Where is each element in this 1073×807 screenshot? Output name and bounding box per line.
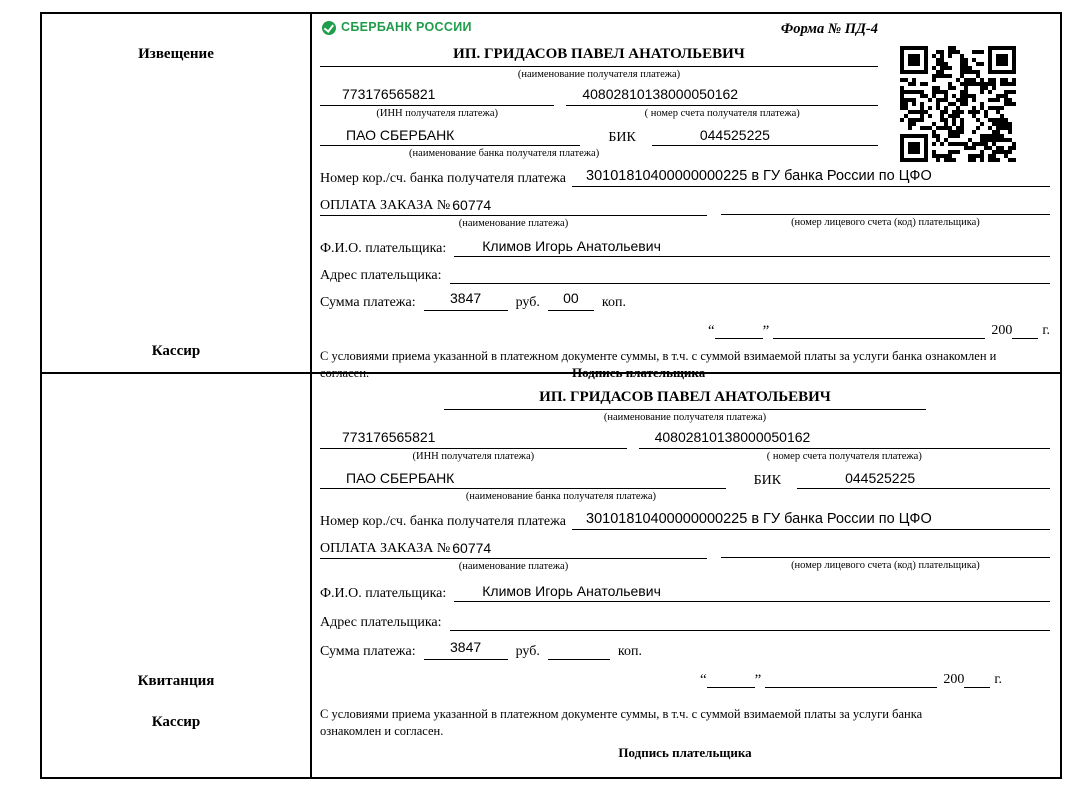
payer-address-label: Адрес плательщика:: [320, 267, 442, 283]
purpose-label: ОПЛАТА ЗАКАЗА №: [320, 197, 451, 213]
amount-kop-value: 00: [548, 290, 594, 311]
receipt-stub-column: [42, 374, 312, 777]
bank-row: [320, 123, 878, 160]
bik-value: 044525225: [652, 123, 878, 146]
payer-name-label: Ф.И.О. плательщика:: [320, 585, 447, 601]
notice-section: [42, 14, 1060, 381]
purpose-value: [320, 536, 707, 559]
sberbank-logo-icon: [322, 21, 336, 35]
receipt-section: [42, 374, 1060, 777]
purpose-value: [320, 193, 707, 216]
date-month-blank: [765, 670, 937, 688]
bik-label: БИК: [608, 129, 636, 145]
purpose-number: 60774: [452, 196, 492, 213]
bank-name-value: ПАО СБЕРБАНК: [320, 123, 580, 146]
bik-label: БИК: [753, 472, 782, 488]
personal-account-caption: (номер лицевого счета (код) плательщика): [791, 560, 980, 572]
amount-row: [320, 290, 1050, 311]
date-row: [320, 668, 1002, 688]
notice-stub-column: [42, 14, 312, 372]
amount-kop-value: [548, 639, 610, 660]
recipient-caption: (наименование получателя платежа): [603, 411, 767, 423]
date-row: [320, 319, 1050, 339]
payer-name-label: Ф.И.О. плательщика:: [320, 240, 447, 256]
year-suffix: г.: [1042, 322, 1050, 338]
inn-value: 773176565821: [320, 84, 554, 106]
bank-caption: (наименование банка получателя платежа): [409, 148, 600, 159]
qr-code: [900, 46, 1016, 162]
corr-account-row: [320, 167, 1050, 187]
sberbank-logo: [322, 20, 472, 36]
inn-account-row: [320, 427, 1050, 463]
purpose-caption: (наименование платежа): [458, 218, 569, 230]
year-prefix: 200: [943, 671, 965, 687]
payer-name-row: [320, 236, 1050, 257]
close-quote: ”: [762, 323, 770, 340]
notice-label: Извещение: [138, 46, 214, 62]
date-day-blank: [707, 670, 755, 688]
date-month-blank: [773, 321, 985, 339]
purpose-caption: (наименование платежа): [458, 561, 569, 573]
open-quote: “: [707, 323, 715, 340]
form-number: Форма № ПД-4: [780, 21, 878, 37]
year-suffix: г.: [994, 671, 1002, 687]
recipient-name: ИП. ГРИДАСОВ ПАВЕЛ АНАТОЛЬЕВИЧ: [444, 388, 926, 410]
inn-account-row: [320, 84, 878, 120]
notice-form: [312, 14, 1060, 381]
account-caption: ( номер счета получателя платежа): [644, 107, 800, 119]
corr-value: 30101810400000000225 в ГУ банка России по ЦФО: [572, 510, 1050, 530]
recipient-field: [444, 388, 926, 410]
payer-name-value: Климов Игорь Анатольевич: [454, 580, 1050, 602]
corr-value: 30101810400000000225 в ГУ банка России по ЦФО: [572, 167, 1050, 187]
corr-label: Номер кор./сч. банка получателя платежа: [320, 170, 566, 186]
close-quote: ”: [754, 672, 762, 689]
kop-label: коп.: [617, 643, 642, 659]
terms-text: С условиями приема указанной в платежном документе суммы, в т.ч. с суммой взимаемой платы за услуги банка ознакомлен и согласен.: [320, 349, 997, 381]
kop-label: коп.: [601, 294, 626, 310]
inn-caption: (ИНН получателя платежа): [376, 107, 498, 119]
amount-label: Сумма платежа:: [320, 643, 416, 659]
cashier-label: Кассир: [151, 714, 201, 730]
payer-name-value: Климов Игорь Анатольевич: [454, 235, 1050, 257]
rub-label: руб.: [515, 294, 540, 310]
inn-caption: (ИНН получателя платежа): [412, 450, 535, 462]
payer-signature-label: Подпись плательщика: [572, 364, 706, 380]
payer-address-row: [320, 610, 1050, 631]
recipient-caption: (наименование получателя платежа): [517, 68, 681, 80]
purpose-number: 60774: [452, 539, 492, 556]
receipt-label: Квитанция: [137, 673, 215, 689]
notice-header-row: [322, 20, 878, 42]
open-quote: “: [699, 672, 707, 689]
year-blank: [964, 670, 990, 688]
terms-text: С условиями приема указанной в платежном документе суммы, в т.ч. с суммой взимаемой платы за услуги банка ознакомлен и согласен.: [320, 707, 923, 739]
account-value: 40802810138000050162: [566, 84, 878, 106]
purpose-row: [320, 536, 1050, 573]
amount-rub-value: 3847: [424, 639, 508, 660]
personal-account-blank: [721, 193, 1050, 215]
amount-rub-value: 3847: [424, 290, 508, 311]
bik-value: 044525225: [797, 466, 1050, 489]
payer-signature-label: Подпись плательщика: [618, 745, 752, 761]
bank-name-value: ПАО СБЕРБАНК: [320, 466, 726, 489]
sberbank-logo-text: СБЕРБАНК РОССИИ: [341, 20, 472, 34]
personal-account-caption: (номер лицевого счета (код) плательщика): [791, 217, 980, 229]
amount-label: Сумма платежа:: [320, 294, 416, 310]
pd4-payment-form: [40, 12, 1062, 779]
recipient-name: ИП. ГРИДАСОВ ПАВЕЛ АНАТОЛЬЕВИЧ: [320, 45, 878, 67]
inn-value: 773176565821: [320, 427, 627, 449]
payer-address-row: [320, 263, 1050, 284]
bank-row: [320, 466, 1050, 503]
payer-name-row: [320, 581, 1050, 602]
amount-row: [320, 639, 1050, 660]
year-blank: [1012, 321, 1038, 339]
bank-caption: (наименование банка получателя платежа): [465, 491, 656, 502]
account-caption: ( номер счета получателя платежа): [766, 450, 922, 462]
purpose-label: ОПЛАТА ЗАКАЗА №: [320, 540, 451, 556]
purpose-row: [320, 193, 1050, 230]
payer-address-label: Адрес плательщика:: [320, 614, 442, 630]
corr-label: Номер кор./сч. банка получателя платежа: [320, 513, 566, 529]
rub-label: руб.: [515, 643, 540, 659]
corr-account-row: [320, 510, 1050, 530]
account-value: 40802810138000050162: [639, 427, 1050, 449]
terms-block: [320, 706, 1050, 761]
payer-address-value: [450, 262, 1050, 284]
date-day-blank: [715, 321, 763, 339]
payer-address-value: [450, 609, 1050, 631]
personal-account-blank: [721, 536, 1050, 558]
year-prefix: 200: [991, 322, 1013, 338]
recipient-field: [320, 45, 878, 81]
receipt-form: [312, 374, 1060, 777]
cashier-label: Кассир: [151, 343, 201, 359]
